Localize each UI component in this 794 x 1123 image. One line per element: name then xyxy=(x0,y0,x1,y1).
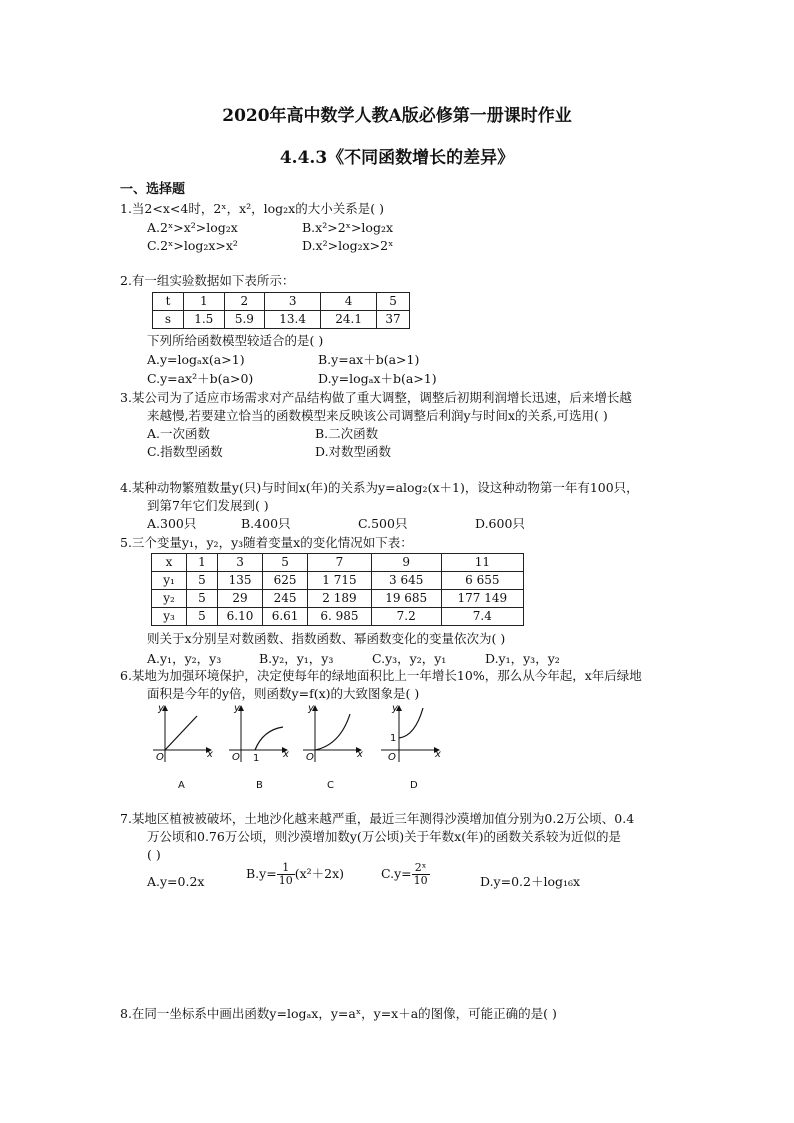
table-cell: 245 xyxy=(263,590,308,608)
table-cell: 7 xyxy=(308,554,372,572)
table-cell: 1 xyxy=(184,293,225,311)
q5-option-a: A.y₁，y₂，y₃ xyxy=(147,651,222,666)
q5-stem: 5.三个变量y₁，y₂，y₃随着变量x的变化情况如下表： xyxy=(120,535,413,550)
q2-option-b: B.y=ax＋b(a>1) xyxy=(318,352,420,367)
q6-graph-d-y-label: y xyxy=(392,703,398,714)
table-cell: 7.2 xyxy=(371,608,441,626)
table-row xyxy=(153,311,410,329)
q6-stem-line1: 6.某地为加强环境保护，决定使每年的绿地面积比上一年增长10%，那么从今年起，x年后绿地 xyxy=(120,668,642,683)
table-row xyxy=(152,608,524,626)
q2-question: 下列所给函数模型较适合的是( ) xyxy=(147,333,324,348)
table-cell: 135 xyxy=(218,572,263,590)
table-cell: 177 149 xyxy=(441,590,523,608)
fraction-denominator: 10 xyxy=(278,874,293,888)
q5-question: 则关于x分别呈对数函数、指数函数、幂函数变化的变量依次为( ) xyxy=(147,631,506,646)
table-cell: 1 xyxy=(187,554,218,572)
fraction-numerator: 2ˣ xyxy=(412,862,430,875)
table-cell: 5 xyxy=(187,590,218,608)
q1-option-b: B.x²>2ˣ>log₂x xyxy=(302,220,394,235)
q2-option-a: A.y=logₐx(a>1) xyxy=(147,352,245,367)
table-row xyxy=(152,572,524,590)
q2-option-c: C.y=ax²＋b(a>0) xyxy=(147,371,254,386)
q7-stem-line3: ( ) xyxy=(147,847,161,862)
q3-option-a: A.一次函数 xyxy=(147,426,211,441)
table-cell: t xyxy=(153,293,184,311)
table-cell: 6. 985 xyxy=(308,608,372,626)
q6-graph-d-mark: 1 xyxy=(390,733,397,744)
document-subtitle: 4.4.3《不同函数增长的差异》 xyxy=(279,148,515,168)
table-cell: 5 xyxy=(377,293,410,311)
table-cell: 37 xyxy=(377,311,410,329)
q6-graph-b-y-label: y xyxy=(234,703,240,714)
table-cell: 2 xyxy=(224,293,265,311)
q6-graph-b-origin: O xyxy=(232,752,240,763)
q4-stem-line1: 4.某种动物繁殖数量y(只)与时间x(年)的关系为y=alog₂(x＋1)，设这种动物第一年有100只， xyxy=(120,480,639,495)
q7-option-b xyxy=(246,862,344,887)
q6-graph-b-mark: 1 xyxy=(253,753,260,764)
q6-graph-a-origin: O xyxy=(156,752,164,763)
q6-graph-a-label: A xyxy=(178,780,185,791)
q6-graph-c-x-label: x xyxy=(357,749,363,760)
q7-option-a: A.y=0.2x xyxy=(147,874,205,889)
q1-option-a: A.2ˣ>x²>log₂x xyxy=(147,220,238,235)
table-cell: 7.4 xyxy=(441,608,523,626)
table-cell: 5 xyxy=(187,572,218,590)
q3-stem-line1: 3.某公司为了适应市场需求对产品结构做了重大调整，调整后初期利润增长迅速，后来增长越 xyxy=(120,390,632,405)
q7-option-c-fraction xyxy=(412,862,430,887)
table-cell: 6 655 xyxy=(441,572,523,590)
q4-option-c: C.500只 xyxy=(358,516,408,531)
q6-graph-a-y-label: y xyxy=(158,703,164,714)
q5-data-table xyxy=(151,553,524,626)
table-row xyxy=(153,293,410,311)
table-cell: 3 xyxy=(218,554,263,572)
table-cell: 625 xyxy=(263,572,308,590)
table-cell: 6.61 xyxy=(263,608,308,626)
table-cell: 1 715 xyxy=(308,572,372,590)
q6-stem-line2: 面积是今年的y倍，则函数y=f(x)的大致图象是( ) xyxy=(147,686,420,701)
q3-option-c: C.指数型函数 xyxy=(147,444,223,459)
q6-graph-b-label: B xyxy=(256,780,263,791)
table-cell: y₂ xyxy=(152,590,187,608)
q7-option-c xyxy=(381,862,430,887)
q6-graph-d-label: D xyxy=(410,780,418,791)
q6-graph-b-x-label: x xyxy=(283,749,289,760)
q6-graph-a-x-label: x xyxy=(207,749,213,760)
table-cell: y₁ xyxy=(152,572,187,590)
table-cell: 2 189 xyxy=(308,590,372,608)
q7-option-c-prefix: C.y= xyxy=(381,866,412,882)
q1-option-c: C.2ˣ>log₂x>x² xyxy=(147,238,238,253)
q3-option-b: B.二次函数 xyxy=(315,426,379,441)
q6-graph-c-y-label: y xyxy=(308,703,314,714)
q5-option-b: B.y₂，y₁，y₃ xyxy=(259,651,334,666)
q4-stem-line2: 到第7年它们发展到( ) xyxy=(147,498,269,513)
q6-graph-d-x-label: x xyxy=(435,749,441,760)
table-cell: y₃ xyxy=(152,608,187,626)
q3-option-d: D.对数型函数 xyxy=(315,444,392,459)
table-cell: 6.10 xyxy=(218,608,263,626)
table-cell: x xyxy=(152,554,187,572)
document-title: 2020年高中数学人教A版必修第一册课时作业 xyxy=(222,106,572,126)
fraction-denominator: 10 xyxy=(413,874,428,888)
table-cell: 5.9 xyxy=(224,311,265,329)
table-cell: 29 xyxy=(218,590,263,608)
table-cell: 3 645 xyxy=(371,572,441,590)
table-row xyxy=(152,590,524,608)
q8-stem: 8.在同一坐标系中画出函数y=logₐx，y=aˣ，y=x＋a的图像，可能正确的是( ) xyxy=(120,1006,557,1021)
q5-option-c: C.y₃，y₂，y₁ xyxy=(372,651,447,666)
q6-graph-d-origin: O xyxy=(388,752,396,763)
q4-option-a: A.300只 xyxy=(147,516,197,531)
q7-option-b-fraction xyxy=(277,862,295,887)
fraction-numerator: 1 xyxy=(277,862,295,875)
table-cell: 9 xyxy=(371,554,441,572)
q2-data-table xyxy=(152,292,410,329)
table-cell: 3 xyxy=(265,293,321,311)
table-cell: 24.1 xyxy=(321,311,377,329)
table-cell: s xyxy=(153,311,184,329)
table-row xyxy=(152,554,524,572)
q7-option-b-prefix: B.y= xyxy=(246,866,277,882)
table-cell: 4 xyxy=(321,293,377,311)
q7-option-b-suffix: (x²＋2x) xyxy=(294,866,345,882)
q2-stem: 2.有一组实验数据如下表所示： xyxy=(120,273,295,288)
q3-stem-line2: 来越慢,若要建立恰当的函数模型来反映该公司调整后利润y与时间x的关系,可选用( ) xyxy=(147,408,608,423)
q1-stem: 1.当2<x<4时，2ˣ，x²，log₂x的大小关系是( ) xyxy=(120,201,384,216)
table-cell: 5 xyxy=(187,608,218,626)
q6-graph-options xyxy=(145,700,445,795)
section-heading: 一、选择题 xyxy=(120,182,186,197)
table-cell: 11 xyxy=(441,554,523,572)
q7-stem-line2: 万公顷和0.76万公顷，则沙漠增加数y(万公顷)关于年数x(年)的函数关系较为近似的是 xyxy=(147,829,621,844)
table-cell: 19 685 xyxy=(371,590,441,608)
q5-option-d: D.y₁，y₃，y₂ xyxy=(485,651,560,666)
q6-graph-c-origin: O xyxy=(306,752,314,763)
q7-stem-line1: 7.某地区植被被破坏，土地沙化越来越严重，最近三年测得沙漠增加值分别为0.2万公顷、0.4 xyxy=(120,811,635,826)
q4-option-b: B.400只 xyxy=(241,516,291,531)
table-cell: 5 xyxy=(263,554,308,572)
q6-graph-c-label: C xyxy=(327,780,334,791)
q1-option-d: D.x²>log₂x>2ˣ xyxy=(302,238,394,253)
table-cell: 1.5 xyxy=(184,311,225,329)
q2-option-d: D.y=logₐx＋b(a>1) xyxy=(318,371,437,386)
q7-option-d: D.y=0.2＋log₁₆x xyxy=(480,874,581,889)
q4-option-d: D.600只 xyxy=(475,516,525,531)
table-cell: 13.4 xyxy=(265,311,321,329)
